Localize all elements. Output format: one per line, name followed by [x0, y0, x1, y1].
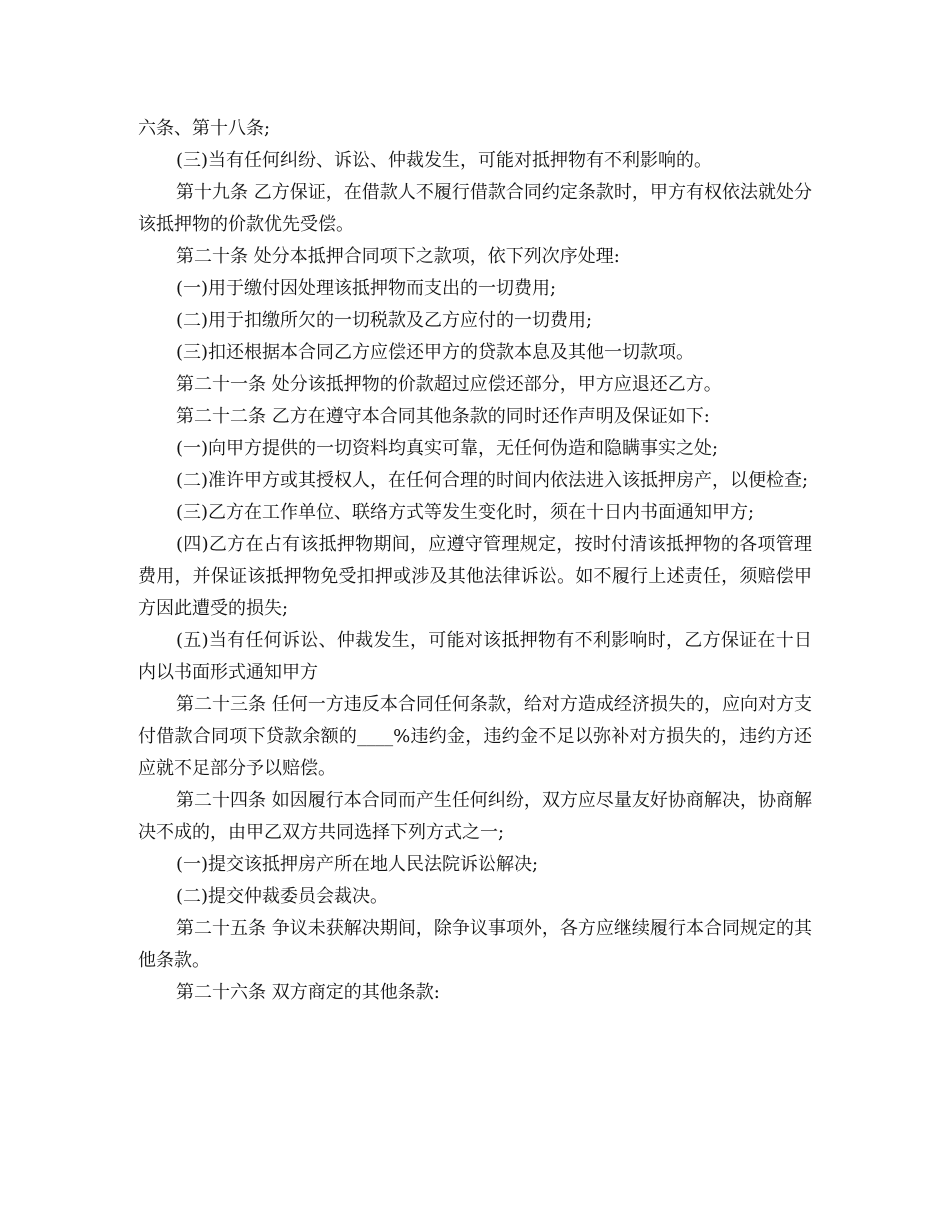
- paragraph-article-26: 第二十六条 双方商定的其他条款:: [176, 982, 440, 1003]
- paragraph-article-25: 第二十五条 争议未获解决期间，除争议事项外，各方应继续履行本合同规定的其他条款。: [138, 918, 812, 971]
- paragraph-article-21: 第二十一条 处分该抵押物的价款超过应偿还部分，甲方应退还乙方。: [176, 374, 722, 395]
- paragraph-clause-item: (一)提交该抵押房产所在地人民法院诉讼解决;: [176, 854, 539, 875]
- paragraph-article-19: 第十九条 乙方保证，在借款人不履行借款合同约定条款时，甲方有权依法就处分该抵押物的价款优先受偿。: [138, 182, 812, 235]
- paragraph-clause-item: (一)向甲方提供的一切资料均真实可靠，无任何伪造和隐瞒事实之处;: [176, 438, 719, 459]
- paragraph-clause-item: (三)乙方在工作单位、联络方式等发生变化时，须在十日内书面通知甲方;: [176, 502, 755, 523]
- paragraph-clause-item: (三)当有任何纠纷、诉讼、仲裁发生，可能对抵押物有不利影响的。: [176, 150, 713, 171]
- paragraph-clause-item: (二)用于扣缴所欠的一切税款及乙方应付的一切费用;: [176, 310, 593, 331]
- paragraph-clause-item: (三)扣还根据本合同乙方应偿还甲方的贷款本息及其他一切款项。: [176, 342, 695, 363]
- paragraph-clause-item: (二)提交仲裁委员会裁决。: [176, 886, 389, 907]
- paragraph-article-24: 第二十四条 如因履行本合同而产生任何纠纷，双方应尽量友好协商解决，协商解决不成的，由甲乙双方共同选择下列方式之一;: [138, 790, 812, 843]
- paragraph-clause-item: (一)用于缴付因处理该抵押物而支出的一切费用;: [176, 278, 557, 299]
- paragraph-article-23: 第二十三条 任何一方违反本合同任何条款，给对方造成经济损失的，应向对方支付借款合同项下贷款余额的____%违约金，违约金不足以弥补对方损失的，违约方还应就不足部分予以赔偿。: [138, 694, 812, 779]
- document-body: [138, 113, 812, 1009]
- paragraph-article-20: 第二十条 处分本抵押合同项下之款项，依下列次序处理:: [176, 246, 620, 267]
- paragraph-clause-item: (二)准许甲方或其授权人，在任何合理的时间内依法进入该抵押房产，以便检查;: [176, 470, 809, 491]
- paragraph-article-22: 第二十二条 乙方在遵守本合同其他条款的同时还作声明及保证如下:: [176, 406, 710, 427]
- paragraph-clause-item: (四)乙方在占有该抵押物期间，应遵守管理规定，按时付清该抵押物的各项管理费用，并保证该抵押物免受扣押或涉及其他法律诉讼。如不履行上述责任，须赔偿甲方因此遭受的损失;: [138, 534, 812, 619]
- paragraph-clause-item: (五)当有任何诉讼、仲裁发生，可能对该抵押物有不利影响时，乙方保证在十日内以书面形式通知甲方: [138, 630, 812, 683]
- paragraph-continuation: 六条、第十八条;: [138, 118, 271, 139]
